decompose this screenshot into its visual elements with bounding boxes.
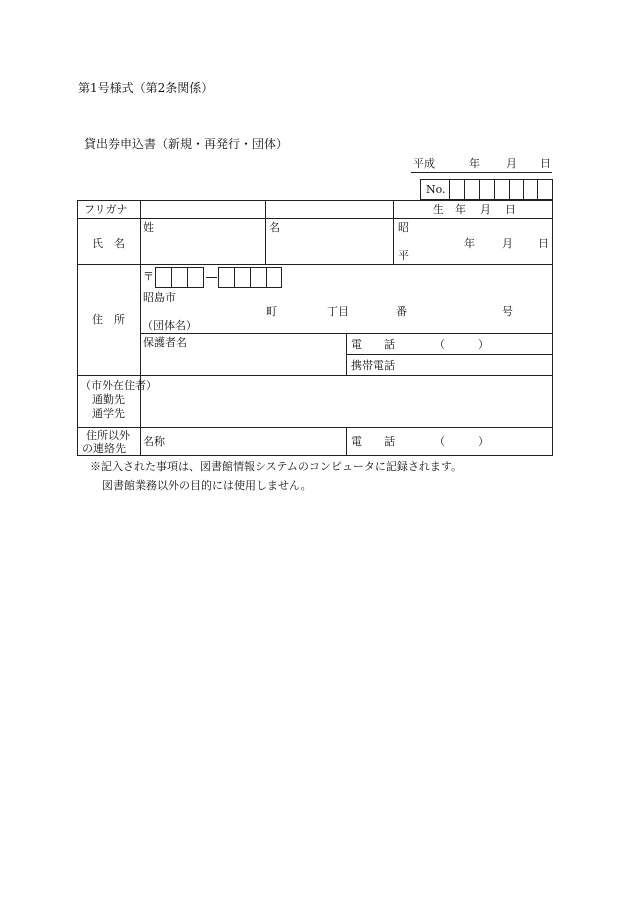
guardian-input[interactable] <box>142 349 345 374</box>
phone-label: 電 話 <box>351 338 395 351</box>
address-label: 住 所 <box>92 313 125 326</box>
guardian-label: 保護者名 <box>143 336 187 349</box>
number-cell-divider <box>537 179 538 200</box>
alt-contact-label-line1: 住所以外 <box>86 429 130 442</box>
form-title: 貸出券申込書（新規・再発行・団体） <box>84 137 289 151</box>
birth-label: 生 <box>433 203 444 216</box>
mobile-label: 携帯電話 <box>351 359 395 372</box>
chome-label: 丁目 <box>327 305 349 318</box>
birth-month-suffix: 月 <box>502 237 513 250</box>
alt-contact-name-input[interactable] <box>170 429 345 455</box>
birth-year-label: 年 <box>455 203 466 216</box>
surname-input[interactable] <box>142 236 264 262</box>
surname-label: 姓 <box>143 221 154 234</box>
postal-mark-icon: 〒 <box>143 270 154 283</box>
date-underline <box>411 172 552 173</box>
number-cell-divider <box>509 179 510 200</box>
date-month: 月 <box>506 157 517 170</box>
row-divider <box>77 264 553 265</box>
outside-label-line1: （市外在住者） <box>80 379 157 392</box>
number-label: No. <box>426 183 446 196</box>
mobile-input[interactable] <box>410 356 552 374</box>
alt-contact-phone-label: 電 話 <box>351 435 395 448</box>
phone-input[interactable]: （ ） <box>434 338 489 351</box>
alt-contact-phone-input[interactable]: （ ） <box>434 435 489 448</box>
postal-digit-divider <box>250 267 251 288</box>
postal-code-part1[interactable] <box>155 267 204 288</box>
date-year: 年 <box>469 157 480 170</box>
ban-label: 番 <box>396 305 407 318</box>
birth-year-suffix: 年 <box>464 237 475 250</box>
era-showa[interactable]: 昭 <box>398 221 409 234</box>
furigana-label: フリガナ <box>84 203 128 216</box>
row-divider <box>346 354 553 355</box>
number-cell-divider <box>523 179 524 200</box>
column-divider <box>346 427 347 456</box>
date-day: 日 <box>540 157 551 170</box>
postal-digit-divider <box>187 267 188 288</box>
postal-digit-divider <box>266 267 267 288</box>
given-name-label: 名 <box>269 221 280 234</box>
number-cell-divider <box>464 179 465 200</box>
postal-digit-divider <box>234 267 235 288</box>
alt-contact-name-label: 名称 <box>143 435 165 448</box>
city-name: 昭島市 <box>143 291 176 304</box>
work-school-input[interactable] <box>142 377 552 426</box>
birth-month-label: 月 <box>480 203 491 216</box>
go-label: 号 <box>502 305 513 318</box>
birth-day-label: 日 <box>505 203 516 216</box>
column-divider <box>265 200 266 264</box>
postal-dash <box>206 277 217 278</box>
row-divider <box>77 427 553 428</box>
era-heisei[interactable]: 平 <box>398 249 409 262</box>
outside-label-line2: 通勤先 <box>92 393 125 406</box>
number-cell-divider <box>479 179 480 200</box>
name-label: 氏 名 <box>92 237 125 250</box>
form-reference: 第1号様式（第2条関係） <box>78 81 214 95</box>
alt-contact-label-line2: の連絡先 <box>82 442 126 455</box>
given-name-input[interactable] <box>267 236 392 262</box>
row-divider <box>77 375 553 376</box>
address-input[interactable] <box>142 290 552 332</box>
row-divider <box>77 218 553 219</box>
note-line1: ※記入された事項は、図書館情報システムのコンピュータに記録されます。 <box>90 460 463 473</box>
outside-label-line3: 通学先 <box>92 407 125 420</box>
birth-day-suffix: 日 <box>538 237 549 250</box>
number-cell-divider <box>494 179 495 200</box>
postal-digit-divider <box>171 267 172 288</box>
number-cell-divider <box>449 179 450 200</box>
column-divider <box>346 333 347 375</box>
furigana-surname-input[interactable] <box>142 201 264 217</box>
date-era: 平成 <box>413 157 435 170</box>
town-label: 町 <box>266 305 277 318</box>
group-name-label: （団体名） <box>142 319 197 332</box>
column-divider <box>393 200 394 264</box>
note-line2: 図書館業務以外の目的には使用しません。 <box>102 479 312 492</box>
label-column-divider <box>140 200 141 456</box>
furigana-given-input[interactable] <box>267 201 392 217</box>
